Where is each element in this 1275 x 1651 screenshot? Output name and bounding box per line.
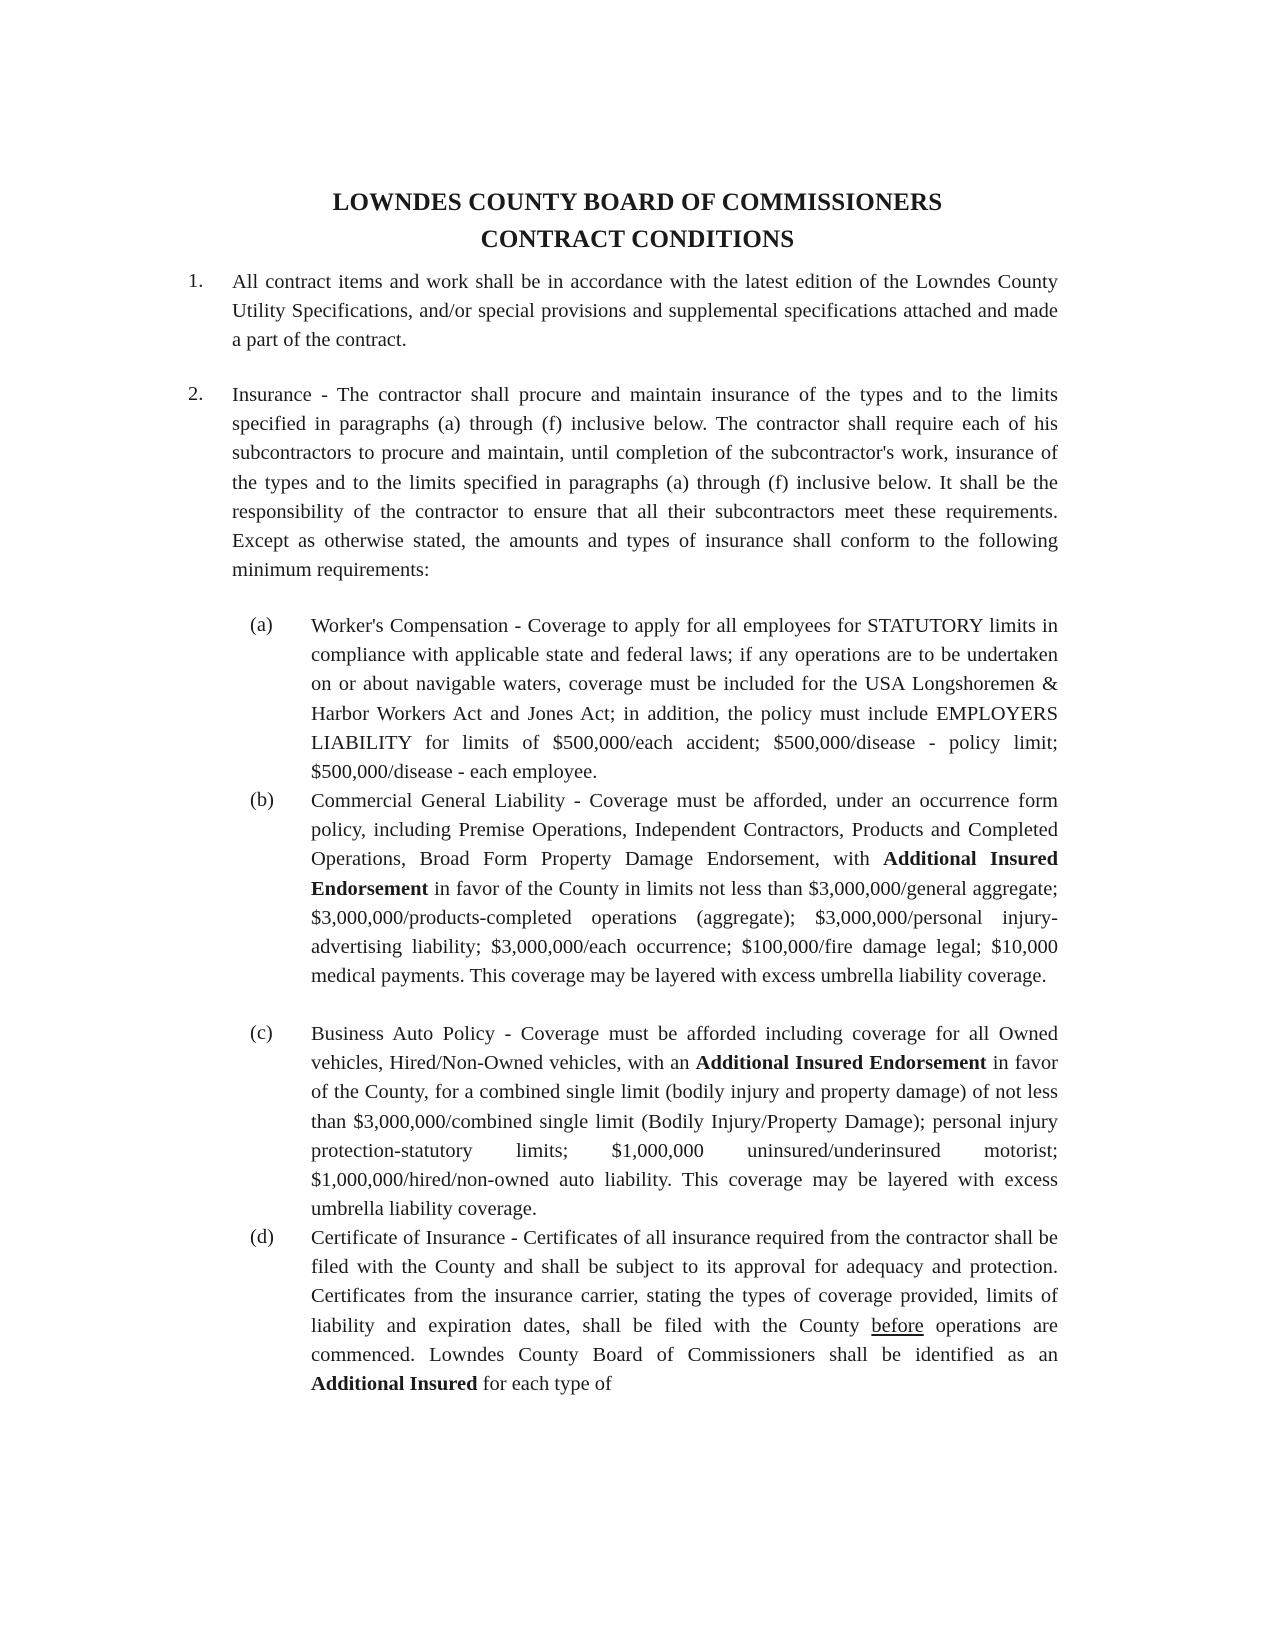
document-title: LOWNDES COUNTY BOARD OF COMMISSIONERS — [332, 189, 943, 216]
item-number: 2. — [188, 383, 204, 405]
subitem-label: (d) — [250, 1226, 274, 1248]
item-number: 1. — [188, 270, 204, 292]
subitem-text: Business Auto Policy - Coverage must be afforded including coverage for all Owned vehicles, Hired/Non-Owned vehicles, with an Additional Insured Endorsement in favor of the County, for a combined single limit (bodily injury and property damage) of not less than $3,000,000/combined single limit (Bodily Injury/Property Damage); personal injury protection-statutory limits; $1,000,000 uninsured/underinsured motorist; $1,000,000/hired/non-owned auto liability. This coverage may be layered with excess umbrella liability coverage. — [311, 1023, 1058, 1221]
bold-term: Additional Insured Endorsement — [311, 848, 1058, 900]
subitem-text: Commercial General Liability - Coverage must be afforded, under an occurrence form policy, including Premise Operations, Independent Contractors, Products and Completed Operations, Broad Form Property Damage Endorsement, with Additional Insured Endorsement in favor of the County in limits not less than $3,000,000/general aggregate; $3,000,000/products-completed operations (aggregate); $3,000,000/personal injury-advertising liability; $3,000,000/each occurrence; $100,000/fire damage legal; $10,000 medical payments. This coverage may be layered with excess umbrella liability coverage. — [311, 790, 1058, 988]
bold-term: Additional Insured Endorsement — [695, 1052, 987, 1075]
subitem-label: (a) — [250, 614, 273, 636]
document-subtitle: CONTRACT CONDITIONS — [480, 226, 795, 253]
item-text: All contract items and work shall be in accordance with the latest edition of the Lowndes County Utility Specifications, and/or special provisions and supplemental specifications attached and made a part of the contract. — [232, 271, 1058, 352]
subitem-text: Certificate of Insurance - Certificates of all insurance required from the contractor shall be filed with the County and shall be subject to its approval for adequacy and protection. Certificates from the insurance carrier, stating the types of coverage provided, limits of liability and expiration dates, shall be filed with the County before operations are commenced. Lowndes County Board of Commissioners shall be identified as an Additional Insured for each type of — [311, 1227, 1058, 1396]
bold-term: Additional Insured — [311, 1373, 478, 1396]
underlined-term: before — [871, 1314, 924, 1337]
subitem-label: (c) — [250, 1022, 273, 1044]
subitem-label: (b) — [250, 789, 274, 811]
subitem-text: Worker's Compensation - Coverage to apply for all employees for STATUTORY limits in compliance with applicable state and federal laws; if any operations are to be undertaken on or about navigable waters, coverage must be included for the USA Longshoremen & Harbor Workers Act and Jones Act; in addition, the policy must include EMPLOYERS LIABILITY for limits of $500,000/each accident; $500,000/disease - policy limit; $500,000/disease - each employee. — [311, 615, 1058, 784]
item-text: Insurance - The contractor shall procure and maintain insurance of the types and to the limits specified in paragraphs (a) through (f) inclusive below. The contractor shall require each of his subcontractors to procure and maintain, until completion of the subcontractor's work, insurance of the types and to the limits specified in paragraphs (a) through (f) inclusive below. It shall be the responsibility of the contractor to ensure that all their subcontractors meet these requirements. Except as otherwise stated, the amounts and types of insurance shall conform to the following minimum requirements: — [232, 384, 1058, 582]
